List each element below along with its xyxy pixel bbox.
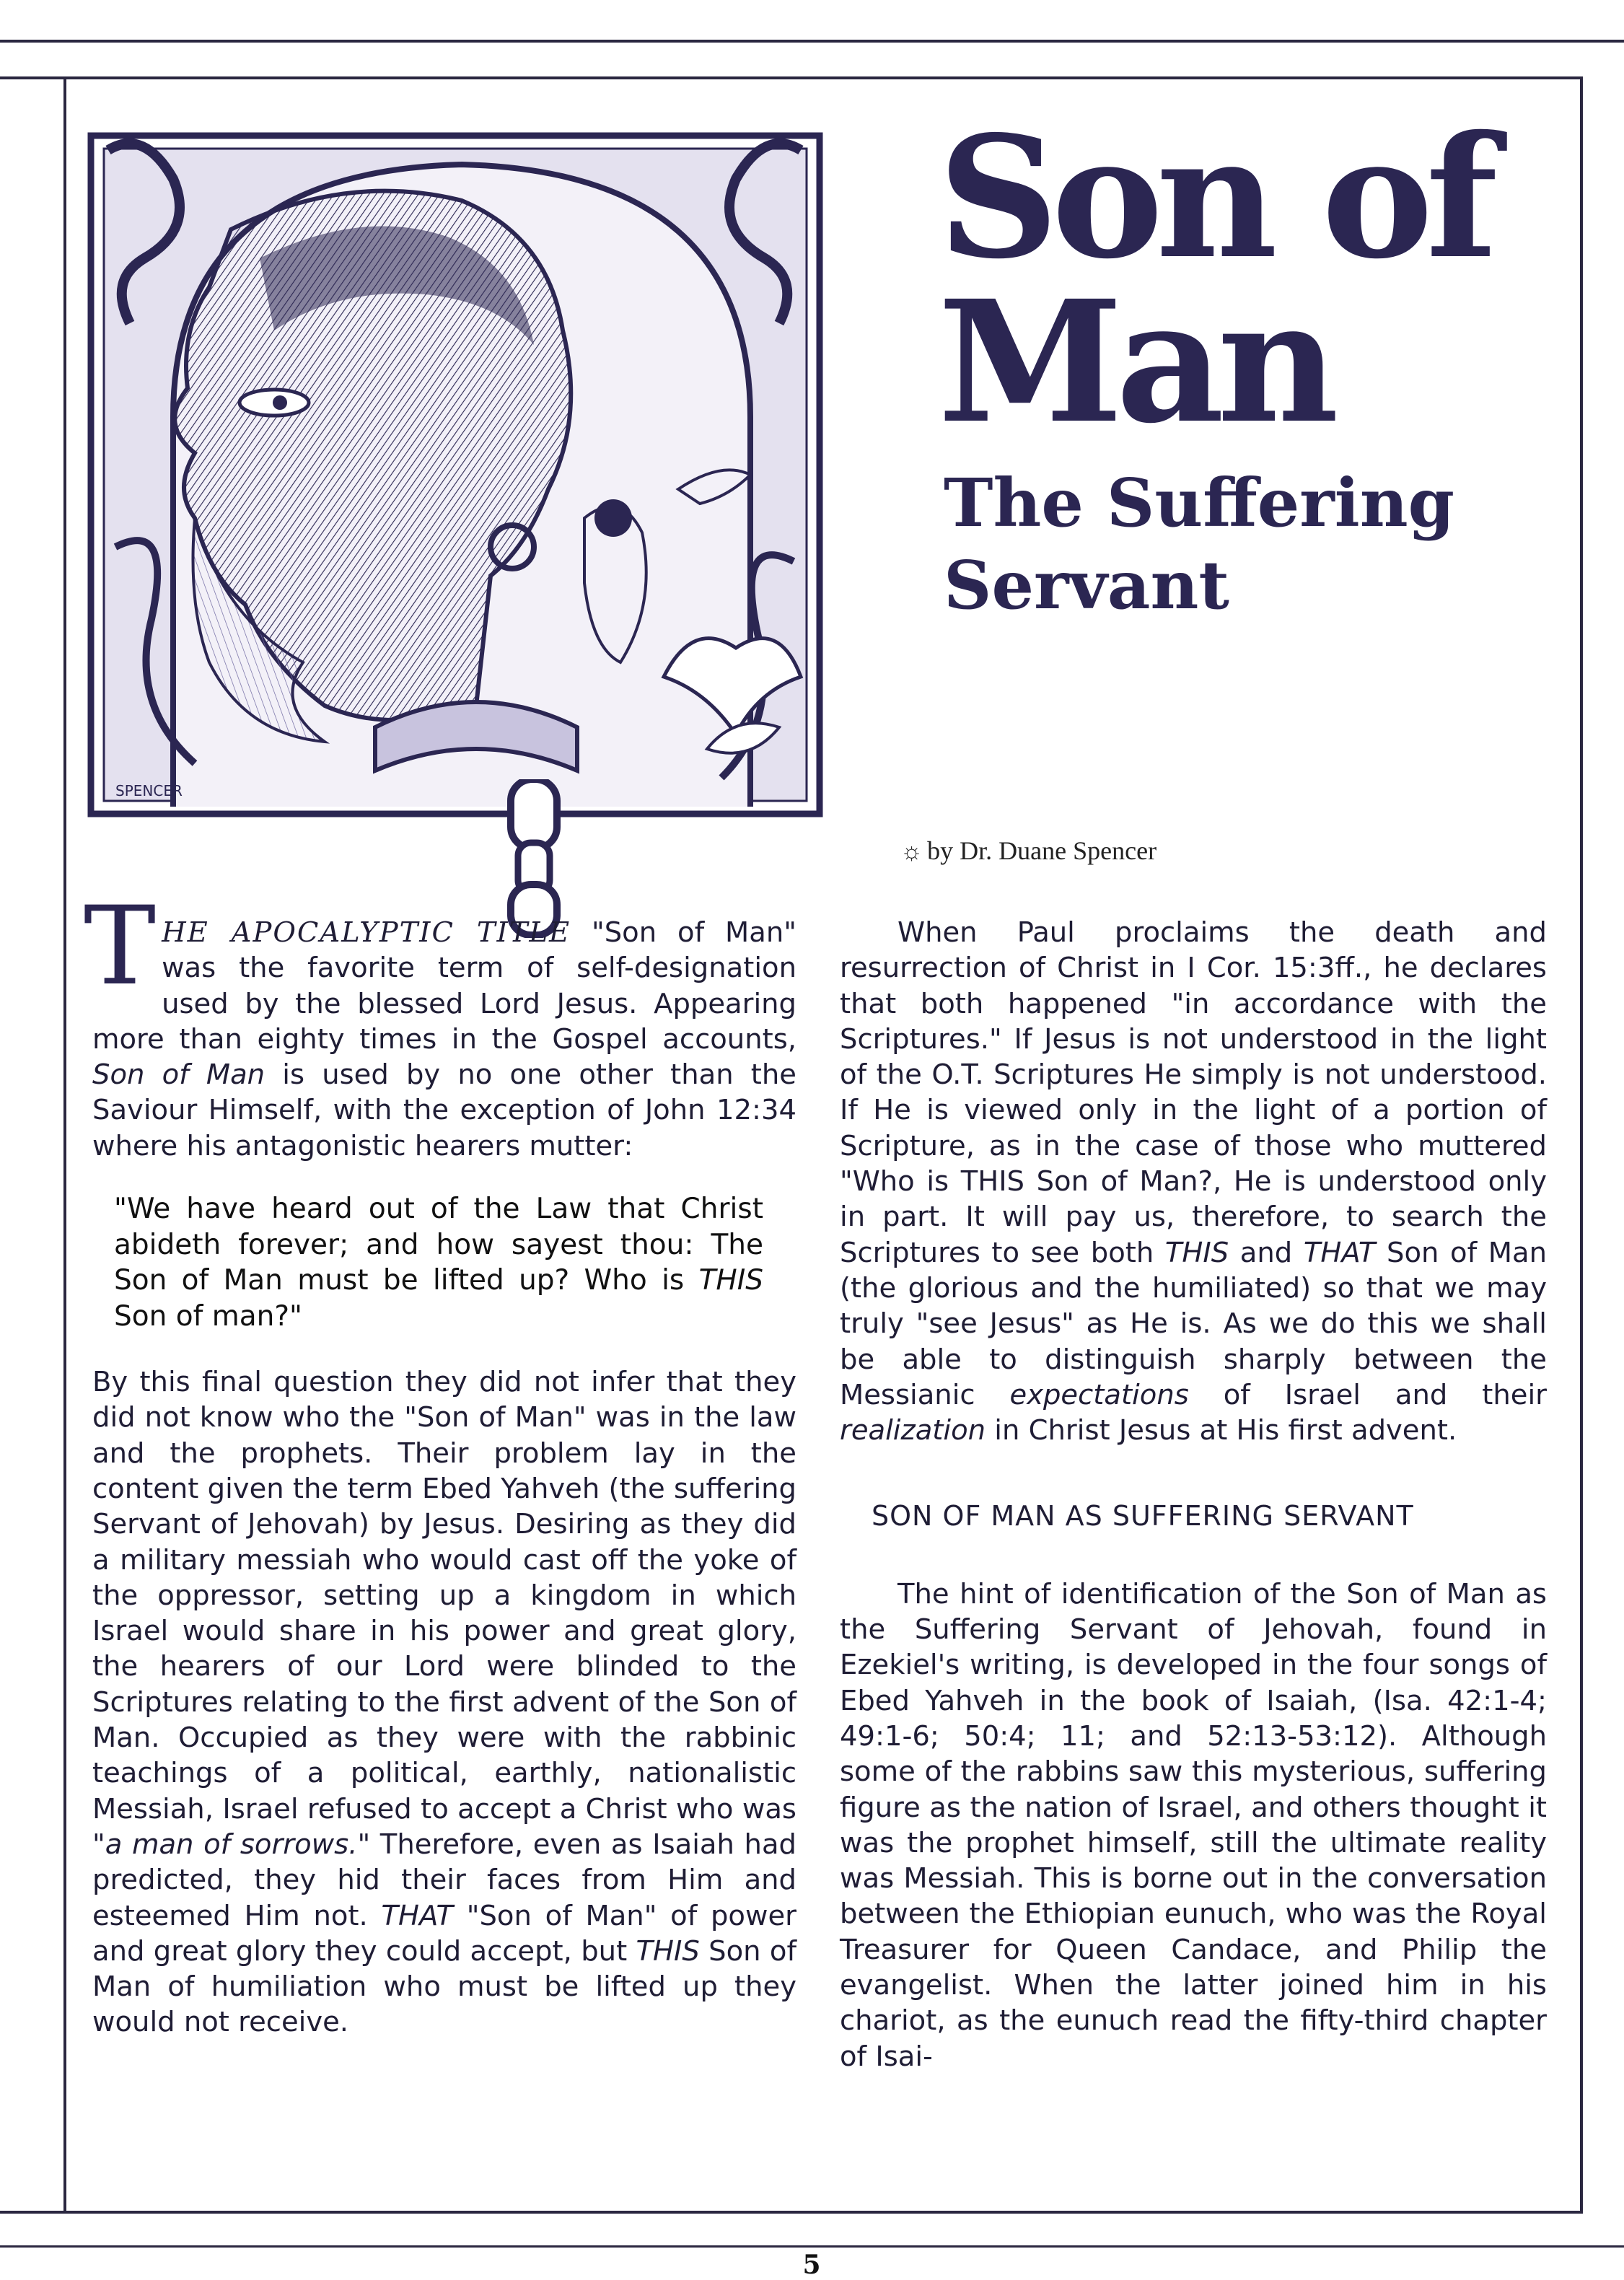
artist-signature: SPENCER [115,782,183,799]
emphasis: expectations [1009,1378,1189,1411]
emphasis: THAT [381,1899,454,1932]
emphasis: THIS [1164,1236,1229,1269]
emphasis: THIS [698,1264,763,1297]
byline [900,836,1156,866]
text-run: is used by no one other than the Saviour Himself, with the exception of John 12:34 where his antagonistic hearers mutter: [92,1058,796,1162]
emphasis: THIS [636,1934,700,1968]
copyright-mark-icon: ☼ [900,838,923,865]
emphasis: Son of Man [92,1058,265,1092]
byline-text: by Dr. Duane Spencer [927,836,1157,865]
article-subtitle: The Suffering Servant [944,464,1454,624]
left-stub-rule [0,76,63,79]
text-run: Therefore, even as Isaiah had predicted, they hid their faces from Him and esteemed Him not. [92,1828,796,1932]
text-run: in Christ Jesus at His first advent. [986,1414,1457,1447]
text-run: of Israel and their [1188,1378,1547,1411]
article-title: Son of Man [938,99,1491,460]
text-run: "Son of Man" of power and great glory they could accept, but [92,1899,796,1968]
right-column [840,915,1547,2074]
drop-cap: T [84,884,157,1009]
chain-illustration [491,779,577,938]
left-stub-rule-bottom [0,2211,63,2214]
text-run: Son of Man of humiliation who must be lifted up they would not receive. [92,1934,796,2039]
emphasis: realization [840,1414,986,1447]
text-run: Son of Man (the glorious and the humiliated) so that we may truly "see Jesus" as He is. As we do this we shall be able to distinguish sharply between the Messianic [840,1236,1547,1411]
emphasis: THAT [1303,1236,1376,1269]
text-run: By this final question they did not infer that they did not know who the "Son of Man" was in the law and the prophets. Their problem lay in the content given the term Ebed Yahveh (the suffering Servant of Jehovah) by Jesus. Desiring as they did a military messiah who would cast off the yoke of the oppressor, setting up a kingdom in which Israel would share in his power and great glory, the hearers of our Lord were blinded to the Scriptures relating to the first advent of the Son of Man. Occupied as they were with the rabbinic teachings of a political, earthly, nationalistic Messiah, Israel refused to accept a Christ who was [92,1366,796,1825]
text-run: Son of man?" [114,1299,302,1333]
bottom-rule [0,2245,1624,2248]
section-heading: SON OF MAN AS SUFFERING SERVANT [872,1500,1414,1533]
left-column [84,884,796,2040]
emphasis: "a man of sorrows." [92,1828,371,1861]
right-paragraph-1 [840,915,1547,1448]
left-paragraph-2 [92,1364,796,2040]
lead-in: HE APOCALYPTIC TITLE [162,916,571,949]
text-run: When Paul proclaims the death and resurrection of Christ in I Cor. 15:3ff., he declares that both happened "in accordance with the Scriptures." If Jesus is not understood in the light of the O.T. Scriptures He simply is not understood. If He is viewed only in the light of a portion of Scripture, as in the case of those who muttered "Who is THIS Son of Man?, He is understood only in part. It will pay us, therefore, to search the Scriptures to see both [840,916,1547,1269]
block-quote [114,1191,763,1334]
right-paragraph-2: The hint of identification of the Son of Man as the Suffering Servant of Jehovah, found in Ezekiel's writing, is developed in the four songs of Ebed Yahveh in the book of Isaiah, (Isa. 42:1-4; 49:1-6; 50:4; 11; and 52:13-53:12). Although some of the rabbins saw this mysterious, suffering figure as the nation of Israel, and others thought it was the prophet himself, still the ultimate reality was Messiah. This is borne out in the conversation between the Ethiopian eunuch, who was the Royal Treasurer for Queen Candace, and Philip the evangelist. When the latter joined him in his chariot, as the eunuch read the fifty-third chapter of Isai- [840,1577,1547,2073]
left-paragraph-1 [84,884,796,1164]
text-run: "Son of Man" was the favorite term of self-designation used by the blessed Lord Jesus. Appearing more than eighty times in the Gospel accounts, [92,916,796,1056]
text-run: and [1229,1236,1304,1269]
article-illustration [87,114,851,836]
page-number: 5 [802,2250,821,2280]
top-rule [0,40,1624,43]
text-run: "We have heard out of the Law that Christ abideth forever; and how sayest thou: The Son of Man must be lifted up? Who is [114,1193,763,1297]
